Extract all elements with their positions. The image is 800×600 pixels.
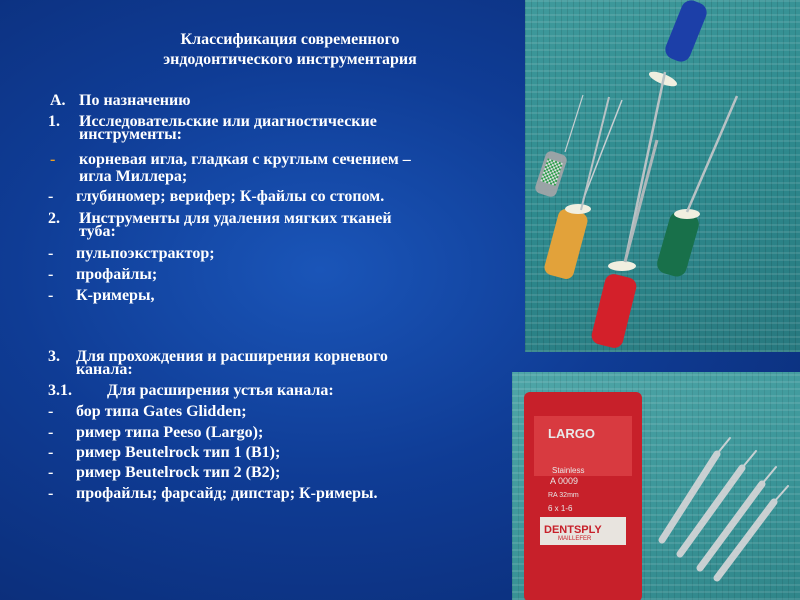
instruments-illustration [525,0,800,352]
box-label-brand-sub: MAILLEFER [558,536,592,542]
list-text: профайлы; фарсайд; дипстар; К-римеры. [76,485,378,502]
title-line-2: эндодонтического инструментария [163,51,417,68]
list-text: Для расширения устья канала: [107,382,334,399]
box-label-stainless: Stainless [552,466,585,475]
list-text: ример Beutelrock тип 1 (B1); [76,444,281,461]
box-label-count: 6 x 1-6 [548,504,573,513]
largo-illustration [512,372,800,600]
list-text: ример Beutelrock тип 2 (B2); [76,464,281,481]
list-marker: - [48,188,54,205]
list-text: пульпоэкстрактор; [76,245,215,262]
list-text: глубиномер; верифер; К-файлы со стопом. [76,188,385,205]
red-shaft [625,140,657,262]
orange-handle [543,207,590,280]
list-text: инструменты: [79,126,182,143]
list-text: бор типа Gates Glidden; [76,403,247,420]
orange-shaft [581,97,609,210]
green-shaft [687,96,737,212]
list-marker: А. [50,92,66,109]
list-text: Инструменты для удаления мягких тканей [79,210,392,227]
list-marker: - [48,444,54,461]
list-marker: 1. [48,113,60,130]
instruments-photo [525,0,800,352]
list-text: ример типа Peeso (Largo); [76,424,264,441]
slide-title [100,30,480,70]
title-line-1: Классификация современного [180,31,400,48]
list-text: туба: [79,223,116,240]
list-marker: - [48,464,54,481]
list-text: По назначению [79,92,191,109]
blue-handle [662,0,709,65]
largo-photo [512,372,800,600]
list-text: К-римеры, [76,287,155,304]
list-marker: - [48,424,54,441]
list-text: корневая игла, гладкая с круглым сечением – [79,151,411,168]
list-marker: 2. [48,210,60,227]
reamers [662,438,788,578]
list-text: игла Миллера; [79,168,188,185]
spreader-shaft [565,95,583,152]
list-marker: - [48,485,54,502]
needle-shaft [583,100,622,200]
list-text: Исследовательские или диагностические [79,113,377,130]
list-marker: - [50,151,56,168]
list-text: Для прохождения и расширения корневого [76,348,388,365]
box-label-brand: DENTSPLY [544,524,602,536]
green-handle [655,209,701,279]
box-label-code: A 0009 [550,476,579,486]
list-marker: - [48,287,54,304]
list-marker: - [48,266,54,283]
list-marker: - [48,403,54,420]
box-label-size: RA 32mm [548,492,579,499]
list-marker: 3. [48,348,60,365]
red-stopper [608,261,636,271]
orange-stopper [565,204,591,214]
list-text: профайлы; [76,266,158,283]
list-marker: - [48,245,54,262]
list-marker: 3.1. [48,382,72,399]
box-label-largo: LARGO [548,426,595,441]
list-text: канала: [76,361,133,378]
red-handle [590,272,638,350]
